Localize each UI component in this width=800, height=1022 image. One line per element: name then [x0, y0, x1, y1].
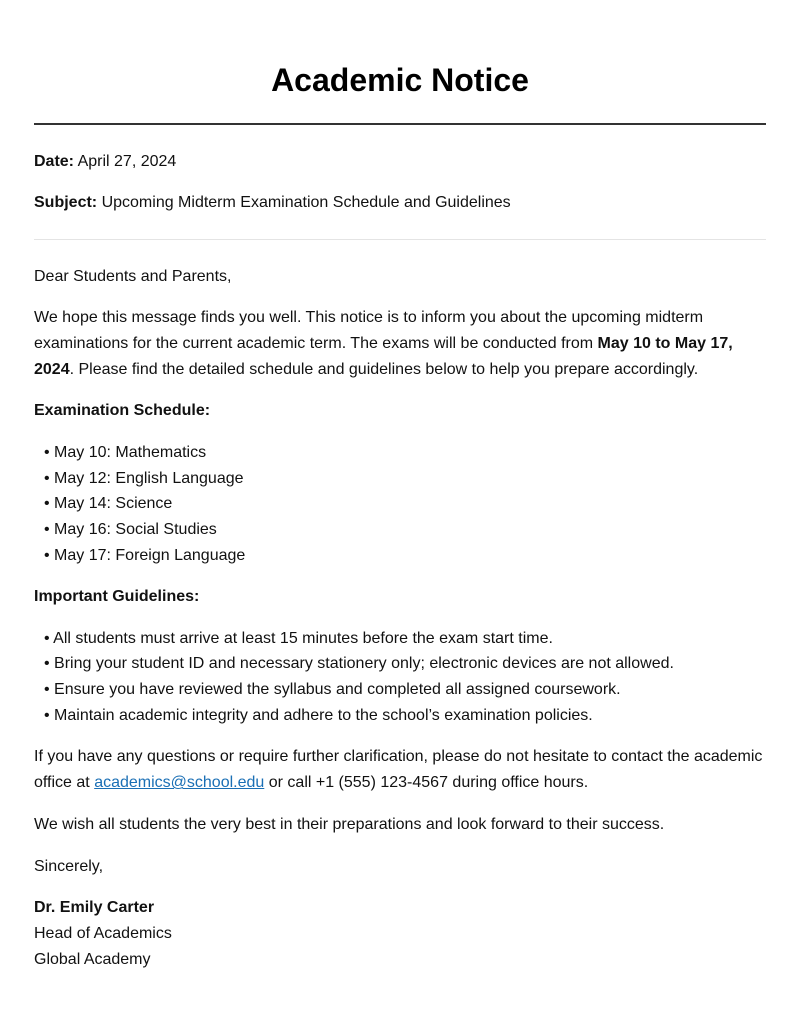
greeting: Dear Students and Parents,	[34, 268, 232, 285]
page-title: Academic Notice	[271, 62, 529, 98]
contact-paragraph	[34, 744, 766, 796]
date-line	[34, 152, 766, 172]
schedule-heading: Examination Schedule:	[34, 402, 211, 419]
subject-value: Upcoming Midterm Examination Schedule and Guidelines	[101, 194, 511, 211]
schedule-item: • May 10: Mathematics	[44, 444, 207, 461]
subject-label: Subject:	[34, 194, 98, 211]
schedule-item: • May 12: English Language	[44, 469, 244, 487]
header-divider	[34, 239, 766, 240]
guideline-item: • Bring your student ID and necessary stationery only; electronic devices are not allowed.	[44, 655, 674, 673]
schedule-list	[34, 440, 766, 569]
schedule-item: • May 16: Social Studies	[44, 521, 217, 539]
guidelines-heading: Important Guidelines:	[34, 587, 200, 605]
date-value: April 27, 2024	[77, 153, 177, 170]
guideline-item: • All students must arrive at least 15 minutes before the exam start time.	[44, 629, 553, 647]
subject-line	[34, 193, 766, 213]
title-divider	[34, 123, 766, 125]
closing-wish: We wish all students the very best in their preparations and look forward to their success.	[34, 816, 665, 834]
signatory-role: Head of Academics	[34, 925, 172, 943]
schedule-item: • May 14: Science	[44, 495, 173, 513]
contact-text-start: If you have any questions or require further clarification, please do not hesitate to contact the academic office at	[34, 748, 763, 792]
intro-text-end: . Please find the detailed schedule and guidelines below to help you prepare accordingly.	[69, 361, 699, 378]
signature-block	[34, 895, 766, 972]
signatory-name: Dr. Emily Carter	[34, 899, 155, 917]
intro-text-start: We hope this message finds you well. This notice is to inform you about the upcoming midterm examinations for the current academic term. The exams will be conducted from	[34, 309, 704, 352]
closing-salutation: Sincerely,	[34, 858, 104, 876]
signatory-organization: Global Academy	[34, 950, 151, 968]
notice-page	[34, 0, 766, 972]
date-label: Date:	[34, 153, 75, 170]
guideline-item: • Maintain academic integrity and adhere to the school’s examination policies.	[44, 706, 593, 724]
email-link[interactable]: academics@school.edu	[94, 774, 265, 792]
guidelines-list	[34, 626, 766, 729]
guideline-item: • Ensure you have reviewed the syllabus and completed all assigned coursework.	[44, 680, 621, 698]
contact-text-end: or call +1 (555) 123-4567 during office hours.	[264, 774, 589, 792]
intro-paragraph	[34, 305, 766, 383]
exam-date-range: May 10 to May 17, 2024	[34, 335, 733, 378]
schedule-item: • May 17: Foreign Language	[44, 546, 246, 564]
